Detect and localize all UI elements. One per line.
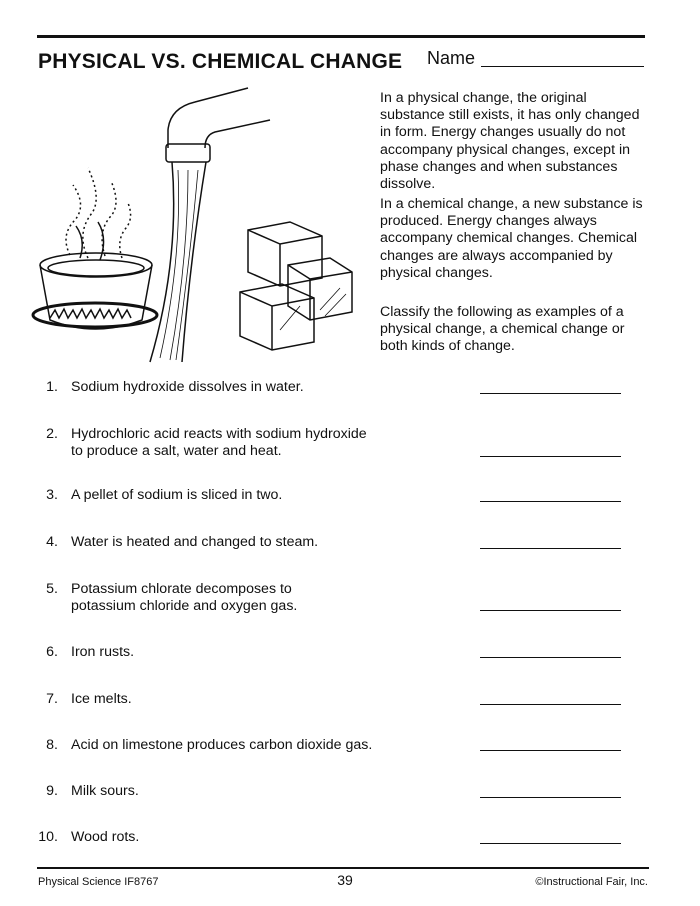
question-number: 8. [46, 737, 58, 753]
question-text: Water is heated and changed to steam. [71, 534, 319, 550]
question-text-line: potassium chloride and oxygen gas. [71, 598, 298, 614]
answer-line[interactable] [480, 797, 621, 798]
question-text-line: Hydrochloric acid reacts with sodium hydroxide [71, 426, 367, 442]
page-number: 39 [337, 872, 353, 888]
answer-line[interactable] [480, 843, 621, 844]
question-number: 4. [46, 534, 58, 550]
answer-line[interactable] [480, 704, 621, 705]
footer-copyright: ©Instructional Fair, Inc. [535, 876, 648, 888]
question-number: 6. [46, 644, 58, 660]
illustration [30, 80, 360, 370]
question-number: 1. [46, 379, 58, 395]
question-text: A pellet of sodium is sliced in two. [71, 487, 283, 503]
answer-line[interactable] [480, 657, 621, 658]
bottom-rule [37, 867, 649, 869]
question-text [71, 426, 451, 460]
intro-physical-change: In a physical change, the original substance still exists, it has only changed in form. Energy changes usually do not accompany physical changes, except in phase changes and when substances dissolve. [380, 90, 640, 193]
question-text: Iron rusts. [71, 644, 135, 660]
pot-icon [33, 168, 157, 329]
page-title: PHYSICAL VS. CHEMICAL CHANGE [38, 50, 403, 73]
question-number: 2. [46, 426, 58, 442]
question-number: 5. [46, 581, 58, 597]
question-number: 10. [38, 829, 58, 845]
question-text [71, 581, 451, 615]
answer-line[interactable] [480, 456, 621, 457]
faucet-icon [150, 88, 270, 362]
answer-line[interactable] [480, 548, 621, 549]
footer-book-code: Physical Science IF8767 [38, 876, 159, 888]
name-label: Name [427, 48, 476, 68]
question-text: Wood rots. [71, 829, 140, 845]
answer-line[interactable] [480, 501, 621, 502]
question-number: 9. [46, 783, 58, 799]
question-number: 7. [46, 691, 58, 707]
question-text: Milk sours. [71, 783, 139, 799]
intro-instructions: Classify the following as examples of a physical change, a chemical change or both kinds of change. [380, 304, 625, 355]
answer-line[interactable] [480, 750, 621, 751]
question-text: Sodium hydroxide dissolves in water. [71, 379, 304, 395]
question-text-line: to produce a salt, water and heat. [71, 443, 282, 459]
answer-line[interactable] [480, 610, 621, 611]
name-field[interactable] [481, 66, 644, 67]
question-number: 3. [46, 487, 58, 503]
question-text: Ice melts. [71, 691, 132, 707]
top-rule [37, 35, 645, 38]
question-text-line: Potassium chlorate decomposes to [71, 581, 292, 597]
intro-chemical-change: In a chemical change, a new substance is produced. Energy changes always accompany chemical changes. Chemical changes are always accompanied by physical changes. [380, 196, 643, 281]
answer-line[interactable] [480, 393, 621, 394]
ice-cubes-icon [240, 222, 352, 350]
question-text: Acid on limestone produces carbon dioxide gas. [71, 737, 373, 753]
